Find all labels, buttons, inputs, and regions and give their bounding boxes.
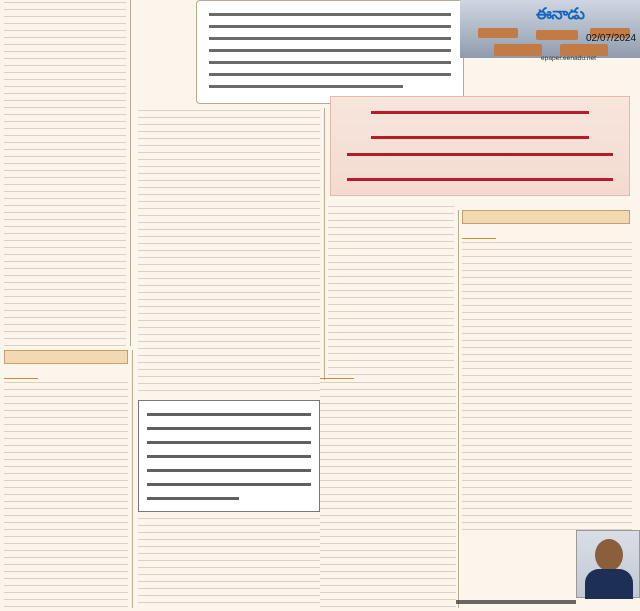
column-mid-a xyxy=(138,108,320,394)
column-bottom-left xyxy=(4,380,128,608)
subheading-bottom-center xyxy=(320,370,354,379)
headline-line-1 xyxy=(371,111,589,139)
epaper-url: epaper.eenadu.net xyxy=(541,55,597,62)
section-tag-methods xyxy=(462,210,630,224)
author-byline xyxy=(456,600,576,604)
headline-line-2 xyxy=(347,153,613,181)
pull-quote xyxy=(138,400,320,512)
column-bottom-center xyxy=(320,380,456,608)
headline xyxy=(330,96,630,196)
author-photo xyxy=(576,530,640,598)
column-mid-b xyxy=(328,204,454,384)
section-tag-content xyxy=(4,350,128,364)
column-right xyxy=(462,240,632,530)
issue-date: 02/07/2024 xyxy=(586,33,637,44)
intro-callout xyxy=(196,0,464,104)
subheading-bottom-left xyxy=(4,370,38,379)
subheading-right-1 xyxy=(462,230,496,239)
column-left-top xyxy=(4,0,126,346)
masthead-logo: ఈనాడు xyxy=(536,4,585,23)
column-bottom-mid xyxy=(138,516,320,608)
